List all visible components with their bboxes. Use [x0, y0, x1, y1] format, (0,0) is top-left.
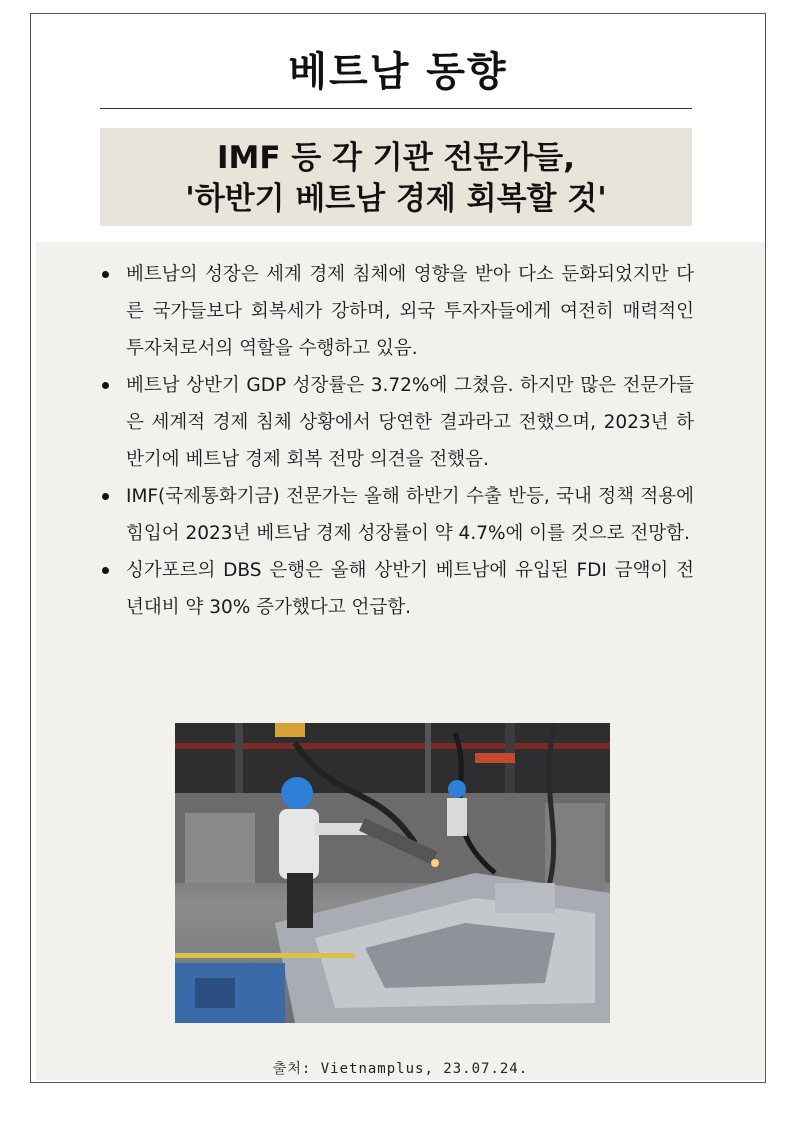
page-frame-bottom: [30, 1082, 766, 1083]
page-frame-left: [30, 13, 31, 1083]
source-caption: 출처: Vietnamplus, 23.07.24.: [272, 1061, 529, 1077]
bullet-dot-icon: [102, 271, 109, 278]
bullet-text: 베트남의 성장은 세계 경제 침체에 영향을 받아 다소 둔화되었지만 다른 국가들보다 회복세가 강하며, 외국 투자자들에게 여전히 매력적인 투자처로서의 역할을 수행하고 있음.: [126, 264, 694, 359]
factory-photo: [175, 723, 610, 1023]
bullet-text: IMF(국제통화기금) 전문가는 올해 하반기 수출 반등, 국내 정책 적용에 힘입어 2023년 베트남 경제 성장률이 약 4.7%에 이를 것으로 전망함.: [126, 486, 694, 544]
bullet-dot-icon: [102, 567, 109, 574]
bullet-list: [100, 256, 694, 626]
headline-line-2: '하반기 베트남 경제 회복할 것': [185, 181, 607, 217]
headline-line-1: IMF 등 각 기관 전문가들,: [216, 140, 576, 176]
bullet-text: 싱가포르의 DBS 은행은 올해 상반기 베트남에 유입된 FDI 금액이 전년대비 약 30% 증가했다고 언급함.: [126, 560, 694, 618]
headline-box: [100, 128, 692, 226]
bullet-item: [100, 478, 694, 552]
bullet-dot-icon: [102, 493, 109, 500]
bullet-dot-icon: [102, 382, 109, 389]
bullet-item: [100, 552, 694, 626]
title-divider: [100, 108, 692, 109]
page-frame-right: [765, 13, 766, 1083]
bullet-text: 베트남 상반기 GDP 성장률은 3.72%에 그쳤음. 하지만 많은 전문가들은 세계적 경제 침체 상황에서 당연한 결과라고 전했으며, 2023년 하반기에 베트남 경제 회복 전망 의견을 전했음.: [126, 375, 694, 470]
bullet-item: [100, 256, 694, 367]
bullet-item: [100, 367, 694, 478]
factory-scene-illustration: [175, 723, 610, 1023]
page-title: 베트남 동향: [288, 49, 508, 95]
page-frame-top: [30, 13, 766, 14]
